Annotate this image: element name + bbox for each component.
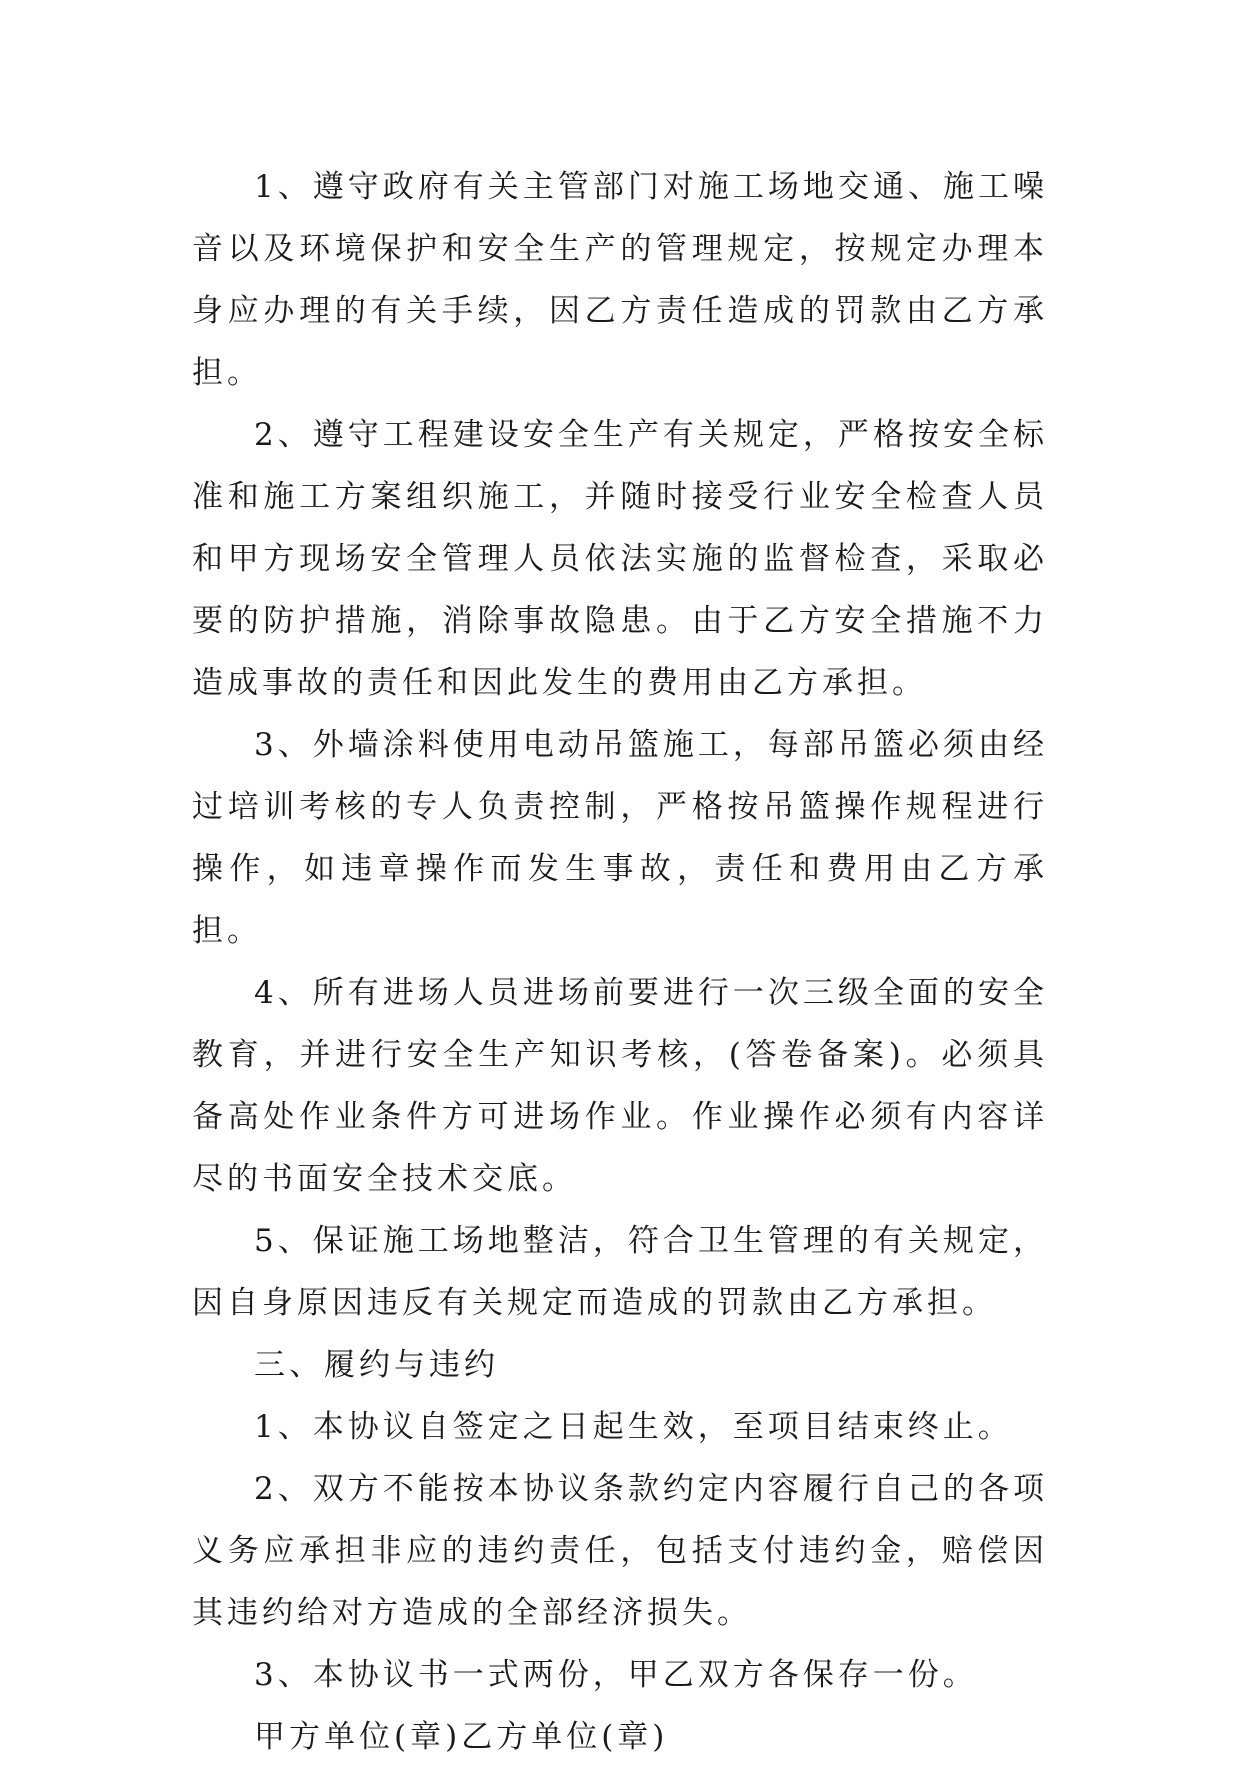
clause-3-paragraph: 3、外墙涂料使用电动吊篮施工，每部吊篮必须由经过培训考核的专人负责控制，严格按吊篮操作规程进行操作，如违章操作而发生事故，责任和费用由乙方承担。	[192, 727, 1048, 949]
section-heading: 三、履约与违约	[254, 1347, 499, 1383]
clause-1-paragraph: 1、遵守政府有关主管部门对施工场地交通、施工噪音以及环境保护和安全生产的管理规定，按规定办理本身应办理的有关手续，因乙方责任造成的罚款由乙方承担。	[192, 169, 1048, 391]
signature-line: 甲方单位(章)乙方单位(章)	[254, 1719, 669, 1755]
performance-clause-2: 2、双方不能按本协议条款约定内容履行自己的各项义务应承担非应的违约责任，包括支付违约金，赔偿因其违约给对方造成的全部经济损失。	[192, 1471, 1048, 1631]
clause-4-paragraph: 4、所有进场人员进场前要进行一次三级全面的安全教育，并进行安全生产知识考核，(答卷备案)。必须具备高处作业条件方可进场作业。作业操作必须有内容详尽的书面安全技术交底。	[192, 975, 1048, 1197]
performance-clause-1: 1、本协议自签定之日起生效，至项目结束终止。	[254, 1409, 1013, 1445]
document-body	[192, 156, 1048, 1768]
clause-5-paragraph: 5、保证施工场地整洁，符合卫生管理的有关规定，因自身原因违反有关规定而造成的罚款由乙方承担。	[192, 1223, 1048, 1321]
performance-clause-3: 3、本协议书一式两份，甲乙双方各保存一份。	[254, 1657, 978, 1693]
clause-2-paragraph: 2、遵守工程建设安全生产有关规定，严格按安全标准和施工方案组织施工，并随时接受行业安全检查人员和甲方现场安全管理人员依法实施的监督检查，采取必要的防护措施，消除事故隐患。由于乙方安全措施不力造成事故的责任和因此发生的费用由乙方承担。	[192, 417, 1048, 701]
